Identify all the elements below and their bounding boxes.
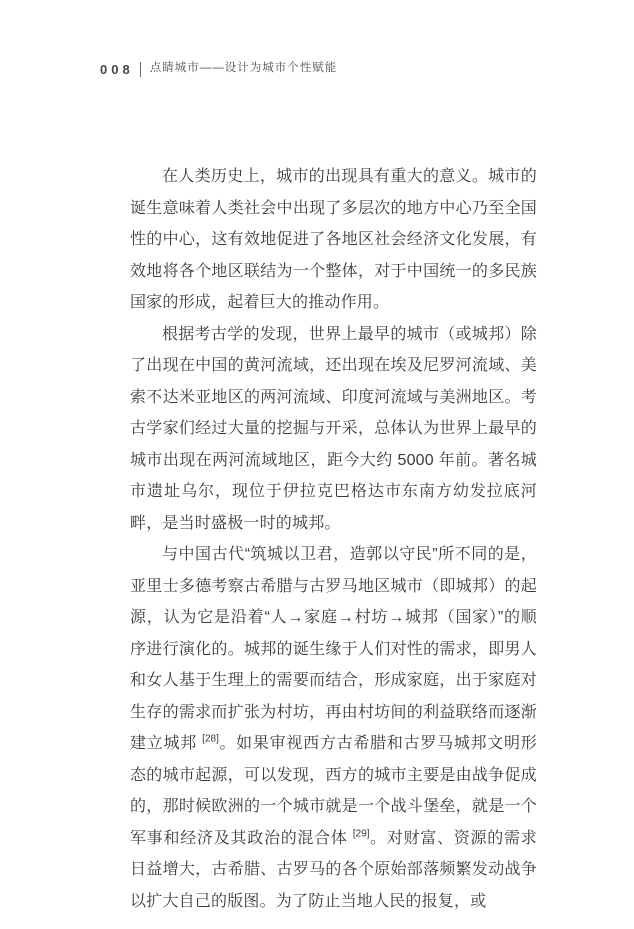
paragraph: 与中国古代“筑城以卫君，造郭以守民”所不同的是，亚里士多德考察古希腊与古罗马地区城市（即城邦）的起源，认为它是沿着“人→家庭→村坊→城邦（国家）”的顺序进行演化的。城邦的诞生缘于人们对性的需求，即男人和女人基于生理上的需要而结合，形成家庭，出于家庭对生存的需求而扩张为村坊，再由村坊间的利益联络而逐渐建立城邦 [28]。如果审视西方古希腊和古罗马城邦文明形态的城市起源，可以发现，西方的城市主要是由战争促成的，那时候欧洲的一个城市就是一个战斗堡垒，就是一个军事和经济及其政治的混合体 [29]。对财富、资源的需求日益增大，古希腊、古罗马的各个原始部落频繁发动战争以扩大自己的版图。为了防止当地人民的报复，或 [130, 546, 537, 910]
running-header [100, 59, 337, 79]
header-divider [140, 62, 141, 77]
paragraph: 根据考古学的发现，世界上最早的城市（或城邦）除了出现在中国的黄河流域，还出现在埃及尼罗河流域、美索不达米亚地区的两河流域、印度河流域与美洲地区。考古学家们经过大量的挖掘与开采，总体认为世界上最早的城市出现在两河流域地区，距今大约 5000 年前。著名城市遗址乌尔，现位于伊拉克巴格达市东南方幼发拉底河畔，是当时盛极一时的城邦。 [130, 325, 537, 532]
paragraph: 在人类历史上，城市的出现具有重大的意义。城市的诞生意味着人类社会中出现了多层次的地方中心乃至全国性的中心，这有效地促进了各地区社会经济文化发展，有效地将各个地区联结为一个整体，对于中国统一的多民族国家的形成，起着巨大的推动作用。 [130, 168, 537, 311]
page-number: 008 [100, 61, 134, 77]
footnote-ref: [29] [352, 828, 370, 840]
book-title: 点睛城市——设计为城市个性赋能 [149, 62, 338, 75]
footnote-ref: [28] [202, 733, 219, 745]
text-block [130, 161, 537, 917]
